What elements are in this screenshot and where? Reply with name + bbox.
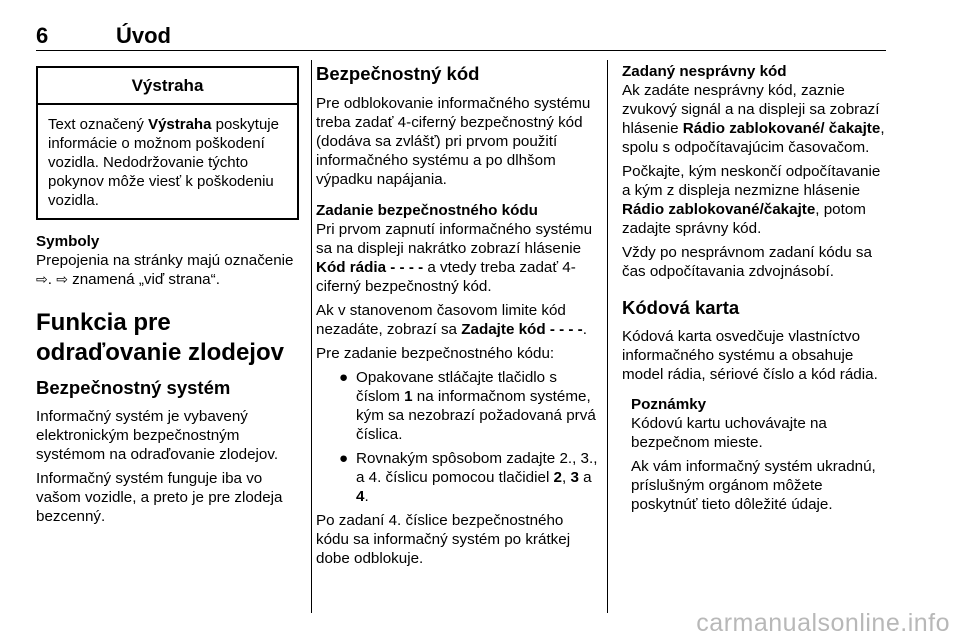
paragraph: Po zadaní 4. číslice bezpečnostného kódu sa informačný systém po krátkej dobe odblokuje. [316, 512, 571, 567]
page-reference-arrow-icon: ⇨ [36, 271, 48, 287]
bold-term: 3 [570, 469, 579, 486]
page-reference-arrow-icon: ⇨ [56, 271, 68, 287]
text-run: Prepojenia na stránky majú označenie [36, 252, 294, 269]
page-number: 6 [36, 23, 49, 48]
text-run: znamená „viď strana“. [67, 271, 220, 288]
paragraph: Vždy po nesprávnom zadaní kódu sa čas odpočítavania zdvojnásobí. [622, 244, 872, 280]
column-middle [316, 62, 598, 568]
column-right [622, 62, 888, 514]
symbols-text [36, 251, 299, 289]
paragraph [316, 220, 598, 296]
text-run: , potom zadajte správny kód. [622, 201, 866, 237]
warning-body [38, 105, 297, 218]
bold-term: Výstraha [148, 116, 212, 133]
text-run: , [562, 469, 571, 486]
bullet-icon: ● [339, 369, 349, 386]
display-message: Zadajte kód - - - - [461, 321, 583, 338]
text-run: na informačnom systéme, kým sa nezobrazí požadovaná prvá číslica. [356, 388, 596, 443]
code-entry-heading: Zadanie bezpečnostného kódu [316, 202, 538, 219]
list-item [316, 449, 598, 506]
paragraph: Ak vám informačný systém ukradnú, príslušným orgánom môžete poskytnúť tieto dôležité údaje. [631, 458, 876, 513]
text-run: . [47, 271, 57, 288]
display-message: Rádio zablokované/čakajte [622, 201, 816, 218]
page-header [36, 22, 886, 51]
paragraph [622, 81, 888, 157]
bold-term: 1 [404, 388, 413, 405]
warning-title: Výstraha [38, 68, 297, 105]
paragraph: Informačný systém je vybavený elektronickým bezpečnostným systémom na odraďovanie zlodejov. [36, 408, 279, 463]
text-run: a vtedy treba zadať 4-ciferný bezpečnostný kód. [316, 259, 576, 295]
text-run: Opakovane stláčajte tlačidlo s číslom [356, 369, 557, 405]
display-message: Kód rádia - - - - [316, 259, 424, 276]
text-run: Ak v stanovenom časovom limite kód nezadáte, zobrazí sa [316, 302, 566, 338]
warning-text [48, 115, 287, 210]
security-code-heading: Bezpečnostný kód [316, 63, 480, 84]
note-block [631, 395, 888, 514]
theft-heading: Funkcia pre odraďovanie zlodejov [36, 309, 284, 366]
text-run: Ak zadáte nesprávny kód, zaznie zvukový signál a na displeji sa zobrazí hlásenie [622, 82, 880, 137]
watermark: carmanualsonline.info [696, 609, 950, 637]
text-run: . [582, 321, 587, 338]
symbols-heading: Symboly [36, 233, 100, 250]
text-run: poskytuje informácie o možnom poškodení vozidla. Nedodržovanie týchto pokynov môže viesť k poškodeniu vozidla. [48, 116, 279, 209]
column-left [36, 62, 299, 526]
bullet-icon: ● [339, 450, 349, 467]
text-run: a [578, 469, 592, 486]
code-card-heading: Kódová karta [622, 297, 740, 318]
chapter-title: Úvod [116, 23, 171, 48]
text-run: Text označený [48, 116, 149, 133]
bold-term: 2 [553, 469, 562, 486]
bold-term: 4 [356, 488, 365, 505]
paragraph [622, 162, 888, 238]
steps-list [316, 368, 598, 506]
paragraph: Kódová karta osvedčuje vlastníctvo informačného systému a obsahuje model rádia, sériové číslo a kód rádia. [622, 328, 878, 383]
paragraph: Pre odblokovanie informačného systému treba zadať 4-ciferný bezpečnostný kód (dodáva sa zvlášť) pri prvom použití informačného systému a po dlhšom výpadku napájania. [316, 95, 591, 188]
note-heading: Poznámky [631, 396, 707, 413]
paragraph: Informačný systém funguje iba vo vašom vozidle, a preto je pre zlodeja bezcenný. [36, 470, 283, 525]
text-run: Počkajte, kým neskončí odpočítavanie a kým z displeja nezmizne hlásenie [622, 163, 881, 199]
display-message: Rádio zablokované/ čakajte [682, 120, 881, 137]
paragraph: Kódovú kartu uchovávajte na bezpečnom mieste. [631, 415, 827, 451]
text-run: Pri prvom zapnutí informačného systému sa na displeji nakrátko zobrazí hlásenie [316, 221, 593, 257]
column-divider [607, 60, 608, 613]
security-system-heading: Bezpečnostný systém [36, 377, 231, 398]
wrong-code-heading: Zadaný nesprávny kód [622, 63, 787, 80]
list-item [316, 368, 598, 444]
column-divider [311, 60, 312, 613]
text-run: Rovnakým spôsobom zadajte 2., 3., a 4. číslicu pomocou tlačidiel [356, 450, 598, 486]
paragraph: Pre zadanie bezpečnostného kódu: [316, 345, 555, 362]
text-run: . [364, 488, 369, 505]
paragraph [316, 301, 598, 339]
text-run: , spolu s odpočítavajúcim časovačom. [622, 120, 885, 156]
warning-box [36, 66, 299, 220]
